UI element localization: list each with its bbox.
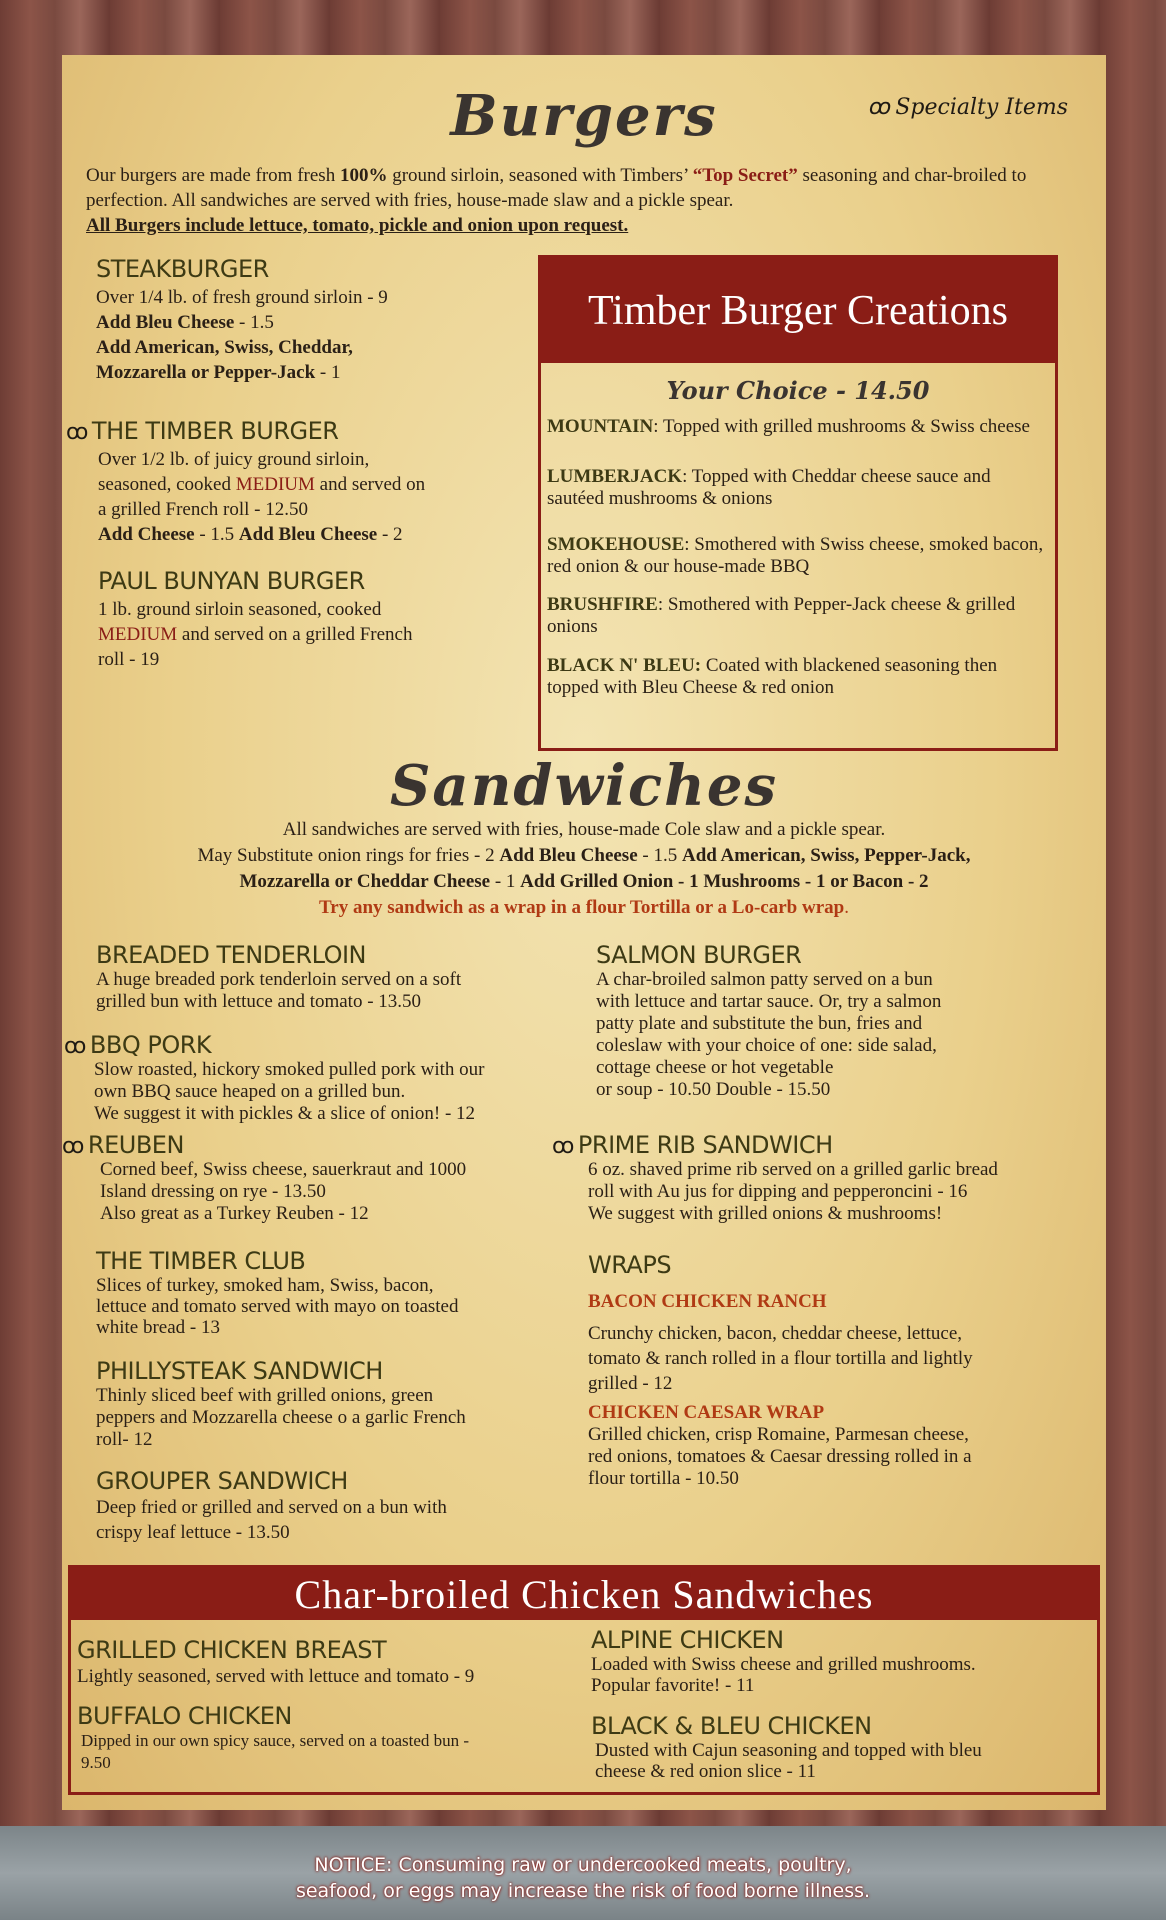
addon-label: Add Bleu Cheese — [96, 312, 235, 333]
desc-line: peppers and Mozzarella cheese o a garlic French — [96, 1407, 466, 1428]
sandwiches-intro — [62, 817, 1106, 921]
item-desc — [591, 1654, 1091, 1696]
item-desc — [596, 969, 1066, 1101]
intro-top-secret: “Top Secret” — [692, 165, 798, 186]
chicken-title: Char-broiled Chicken Sandwiches — [71, 1568, 1097, 1620]
desc-line: own BBQ sauce heaped on a grilled bun. — [94, 1081, 406, 1102]
medium-label: MEDIUM — [98, 624, 178, 645]
desc-line: roll- 12 — [96, 1429, 153, 1450]
specialty-legend — [869, 95, 1068, 120]
specialty-icon: ꝏ — [62, 1134, 84, 1159]
desc-line: Dipped in our own spicy sauce, served on a toasted bun - — [81, 1731, 470, 1750]
grilled-chicken-item — [77, 1636, 577, 1689]
desc-line: red onions, tomatoes & Caesar dressing rolled in a — [588, 1446, 972, 1467]
burgers-title: Burgers — [450, 83, 718, 149]
specialty-icon: ꝏ — [66, 420, 88, 445]
sandwiches-title: Sandwiches — [389, 753, 779, 819]
item-name: BUFFALO CHICKEN — [77, 1702, 292, 1730]
item-desc — [96, 1385, 526, 1451]
item-name: PHILLYSTEAK SANDWICH — [96, 1357, 383, 1385]
creations-box — [538, 255, 1058, 751]
wrap-desc — [588, 1321, 1078, 1396]
item-name-text: BBQ PORK — [89, 1031, 212, 1059]
addon-label: Add American, Swiss, Cheddar, — [96, 337, 353, 358]
desc-line: Slow roasted, hickory smoked pulled pork with our — [94, 1059, 485, 1080]
desc-line: Over 1/4 lb. of fresh ground sirloin - 9 — [96, 287, 388, 308]
alpine-chicken-item — [591, 1626, 1091, 1696]
creations-title: Timber Burger Creations — [541, 258, 1055, 363]
item-desc — [588, 1159, 1082, 1225]
buffalo-chicken-item — [77, 1702, 577, 1774]
desc-line: grilled bun with lettuce and tomato - 13.50 — [96, 991, 422, 1012]
salmon-burger-item — [596, 941, 1066, 1101]
addon-price: - 1.5 — [637, 845, 682, 866]
desc-line: flour tortilla - 10.50 — [588, 1468, 739, 1489]
desc-line — [98, 622, 518, 647]
intro-text: Our burgers are made from fresh — [86, 165, 340, 186]
desc-line: cheese & red onion slice - 11 — [595, 1761, 816, 1782]
chicken-box — [68, 1565, 1100, 1795]
specialty-label: Specialty Items — [895, 95, 1068, 120]
desc-line: grilled - 12 — [588, 1373, 673, 1394]
creation-name: LUMBERJACK — [547, 466, 683, 487]
desc-line: patty plate and substitute the bun, fries and — [596, 1013, 923, 1034]
specialty-icon: ꝏ — [552, 1134, 574, 1159]
item-name: PAUL BUNYAN BURGER — [98, 567, 365, 595]
item-name: GROUPER SANDWICH — [96, 1467, 348, 1495]
item-name: SALMON BURGER — [596, 941, 802, 969]
reuben-item — [62, 1131, 522, 1225]
desc-line — [96, 310, 516, 335]
burgers-intro — [86, 163, 1086, 238]
desc-line: Island dressing on rye - 13.50 — [100, 1181, 326, 1202]
intro-text: seasoning and char-broiled to perfection. All sandwiches are served with fries, house-made slaw and a pickle spear. — [86, 165, 1027, 211]
desc-line: Crunchy chicken, bacon, cheddar cheese, lettuce, — [588, 1323, 963, 1344]
paul-bunyan-item — [98, 567, 518, 672]
wrap-name: BACON CHICKEN RANCH — [588, 1291, 827, 1312]
wraps-title: WRAPS — [588, 1251, 672, 1279]
desc-text: and served on — [314, 474, 426, 495]
desc-line: Slices of turkey, smoked ham, Swiss, bacon, — [96, 1275, 434, 1296]
desc-line — [96, 360, 516, 385]
addon-label: Mozzarella or Cheddar Cheese — [239, 871, 491, 892]
desc-line: roll - 19 — [98, 649, 160, 670]
item-desc — [81, 1730, 577, 1774]
creations-price: Your Choice - 14.50 — [666, 376, 930, 405]
addon-price: - 1 — [315, 362, 341, 383]
desc-line — [98, 522, 526, 547]
prime-rib-item — [552, 1131, 1082, 1225]
item-name — [66, 417, 526, 445]
desc-line: Dusted with Cajun seasoning and topped with bleu — [595, 1740, 982, 1761]
bbq-pork-item — [64, 1031, 514, 1125]
desc-line: Deep fried or grilled and served on a bun with — [96, 1497, 447, 1518]
desc-line: 1 lb. ground sirloin seasoned, cooked — [98, 599, 382, 620]
desc-line: a grilled French roll - 12.50 — [98, 499, 309, 520]
desc-line: 9.50 — [81, 1753, 111, 1772]
wrap-name: CHICKEN CAESAR WRAP — [588, 1402, 825, 1423]
addon-price: - 1.5 — [194, 524, 239, 545]
addon-label: Mozzarella or Pepper-Jack — [96, 362, 316, 383]
intro-percent: 100% — [339, 165, 388, 186]
addon-label: Add Bleu Cheese — [499, 845, 638, 866]
intro-line — [62, 869, 1106, 895]
item-name-text: PRIME RIB SANDWICH — [577, 1131, 833, 1159]
addon-label: Add Grilled Onion - 1 Mushrooms - 1 or Bacon - 2 — [520, 871, 929, 892]
item-name-text: THE TIMBER BURGER — [91, 417, 339, 445]
desc-line: A huge breaded pork tenderloin served on a soft — [96, 969, 462, 990]
intro-text: ground sirloin, seasoned with Timbers’ — [387, 165, 693, 186]
item-name: ALPINE CHICKEN — [591, 1626, 784, 1654]
desc-line: Over 1/2 lb. of juicy ground sirloin, — [98, 449, 370, 470]
item-desc — [98, 597, 518, 672]
creation-name: BRUSHFIRE — [547, 594, 658, 615]
item-desc — [96, 285, 516, 385]
desc-line: cottage cheese or hot vegetable — [596, 1057, 834, 1078]
item-desc — [100, 1159, 522, 1225]
addon-price: - 1.5 — [234, 312, 274, 333]
creation-desc: : Topped with Cheddar cheese sauce and sautéed mushrooms & onions — [547, 466, 991, 509]
medium-label: MEDIUM — [235, 474, 315, 495]
notice-line: seafood, or eggs may increase the risk of food borne illness. — [295, 1880, 871, 1902]
menu-page — [62, 55, 1106, 1810]
desc-line: Loaded with Swiss cheese and grilled mushrooms. — [591, 1654, 976, 1675]
creation-item — [547, 416, 1051, 438]
food-safety-notice — [0, 1852, 1166, 1904]
wrap-desc — [588, 1424, 1078, 1490]
wrap-note-end: . — [844, 897, 849, 918]
specialty-icon: ꝏ — [64, 1034, 86, 1059]
desc-line: Popular favorite! - 11 — [591, 1675, 755, 1696]
item-name — [64, 1031, 514, 1059]
addon-label: Add Bleu Cheese — [238, 524, 378, 545]
addon-price: - 1 — [490, 871, 521, 892]
desc-line: Grilled chicken, crisp Romaine, Parmesan cheese, — [588, 1424, 969, 1445]
item-desc — [96, 1275, 516, 1338]
desc-line: coleslaw with your choice of one: side salad, — [596, 1035, 937, 1056]
creation-item — [547, 466, 1051, 510]
intro-text: May Substitute onion rings for fries - 2 — [197, 845, 500, 866]
desc-line: or soup - 10.50 Double - 15.50 — [596, 1079, 831, 1100]
wraps-section — [588, 1251, 1078, 1490]
item-name: STEAKBURGER — [96, 255, 269, 283]
wrap-note — [62, 895, 1106, 921]
desc-line: white bread - 13 — [96, 1317, 220, 1338]
item-name: BLACK & BLEU CHICKEN — [591, 1712, 872, 1740]
item-desc: Lightly seasoned, served with lettuce and tomato - 9 — [77, 1666, 475, 1687]
creation-item — [547, 655, 1051, 699]
addon-label: Add American, Swiss, Pepper-Jack, — [681, 845, 971, 866]
item-name: BREADED TENDERLOIN — [96, 941, 367, 969]
notice-line: NOTICE: Consuming raw or undercooked meats, poultry, — [314, 1854, 852, 1876]
desc-line — [98, 472, 526, 497]
item-name — [552, 1131, 1082, 1159]
grouper-item — [96, 1467, 526, 1545]
item-name: GRILLED CHICKEN BREAST — [77, 1636, 387, 1664]
desc-text: and served on a grilled French — [177, 624, 413, 645]
desc-line: crispy leaf lettuce - 13.50 — [96, 1522, 290, 1543]
wrap-note-text: Try any sandwich as a wrap in a flour Tortilla or a Lo-carb wrap — [319, 897, 845, 918]
creation-item — [547, 534, 1051, 578]
creation-name: SMOKEHOUSE — [547, 534, 685, 555]
black-bleu-chicken-item — [591, 1712, 1091, 1782]
desc-line: lettuce and tomato served with mayo on toasted — [96, 1296, 459, 1317]
desc-line: A char-broiled salmon patty served on a bun — [596, 969, 933, 990]
item-desc — [96, 1495, 526, 1545]
specialty-icon: ꝏ — [868, 95, 892, 120]
creation-desc: Coated with blackened seasoning then topped with Bleu Cheese & red onion — [547, 655, 998, 698]
steakburger-item — [96, 255, 516, 385]
creation-desc: : Smothered with Pepper-Jack cheese & grilled onions — [547, 594, 1016, 637]
desc-line: with lettuce and tartar sauce. Or, try a salmon — [596, 991, 942, 1012]
timber-burger-item — [66, 417, 526, 547]
item-name: THE TIMBER CLUB — [96, 1247, 306, 1275]
creation-desc: : Smothered with Swiss cheese, smoked bacon, red onion & our house-made BBQ — [547, 534, 1044, 577]
addon-price: - 2 — [377, 524, 403, 545]
tenderloin-item — [96, 941, 516, 1013]
timber-club-item — [96, 1247, 516, 1338]
addon-label: Add Cheese — [98, 524, 195, 545]
desc-line: We suggest with grilled onions & mushrooms! — [588, 1203, 943, 1224]
desc-line: 6 oz. shaved prime rib served on a grilled garlic bread — [588, 1159, 998, 1180]
item-desc — [96, 969, 516, 1013]
phillysteak-item — [96, 1357, 526, 1451]
item-desc — [98, 447, 526, 547]
desc-text: seasoned, cooked — [98, 474, 236, 495]
desc-line: Thinly sliced beef with grilled onions, green — [96, 1385, 434, 1406]
item-name-text: REUBEN — [87, 1131, 184, 1159]
desc-line: Also great as a Turkey Reuben - 12 — [100, 1203, 369, 1224]
item-desc — [595, 1740, 1091, 1782]
creation-name: MOUNTAIN — [547, 416, 654, 437]
desc-line: roll with Au jus for dipping and pepperoncini - 16 — [588, 1181, 968, 1202]
creation-desc: : Topped with grilled mushrooms & Swiss cheese — [653, 416, 1030, 437]
item-name — [62, 1131, 522, 1159]
intro-note: All Burgers include lettuce, tomato, pickle and onion upon request. — [86, 215, 629, 236]
desc-line: We suggest it with pickles & a slice of onion! - 12 — [94, 1103, 476, 1124]
desc-line: Corned beef, Swiss cheese, sauerkraut and 1000 — [100, 1159, 467, 1180]
creation-item — [547, 594, 1051, 638]
desc-line — [96, 335, 516, 360]
item-desc — [94, 1059, 514, 1125]
intro-line: All sandwiches are served with fries, house-made Cole slaw and a pickle spear. — [282, 819, 886, 840]
desc-line: tomato & ranch rolled in a flour tortilla and lightly — [588, 1348, 973, 1369]
creation-name: BLACK N' BLEU: — [547, 655, 702, 676]
intro-line — [62, 843, 1106, 869]
